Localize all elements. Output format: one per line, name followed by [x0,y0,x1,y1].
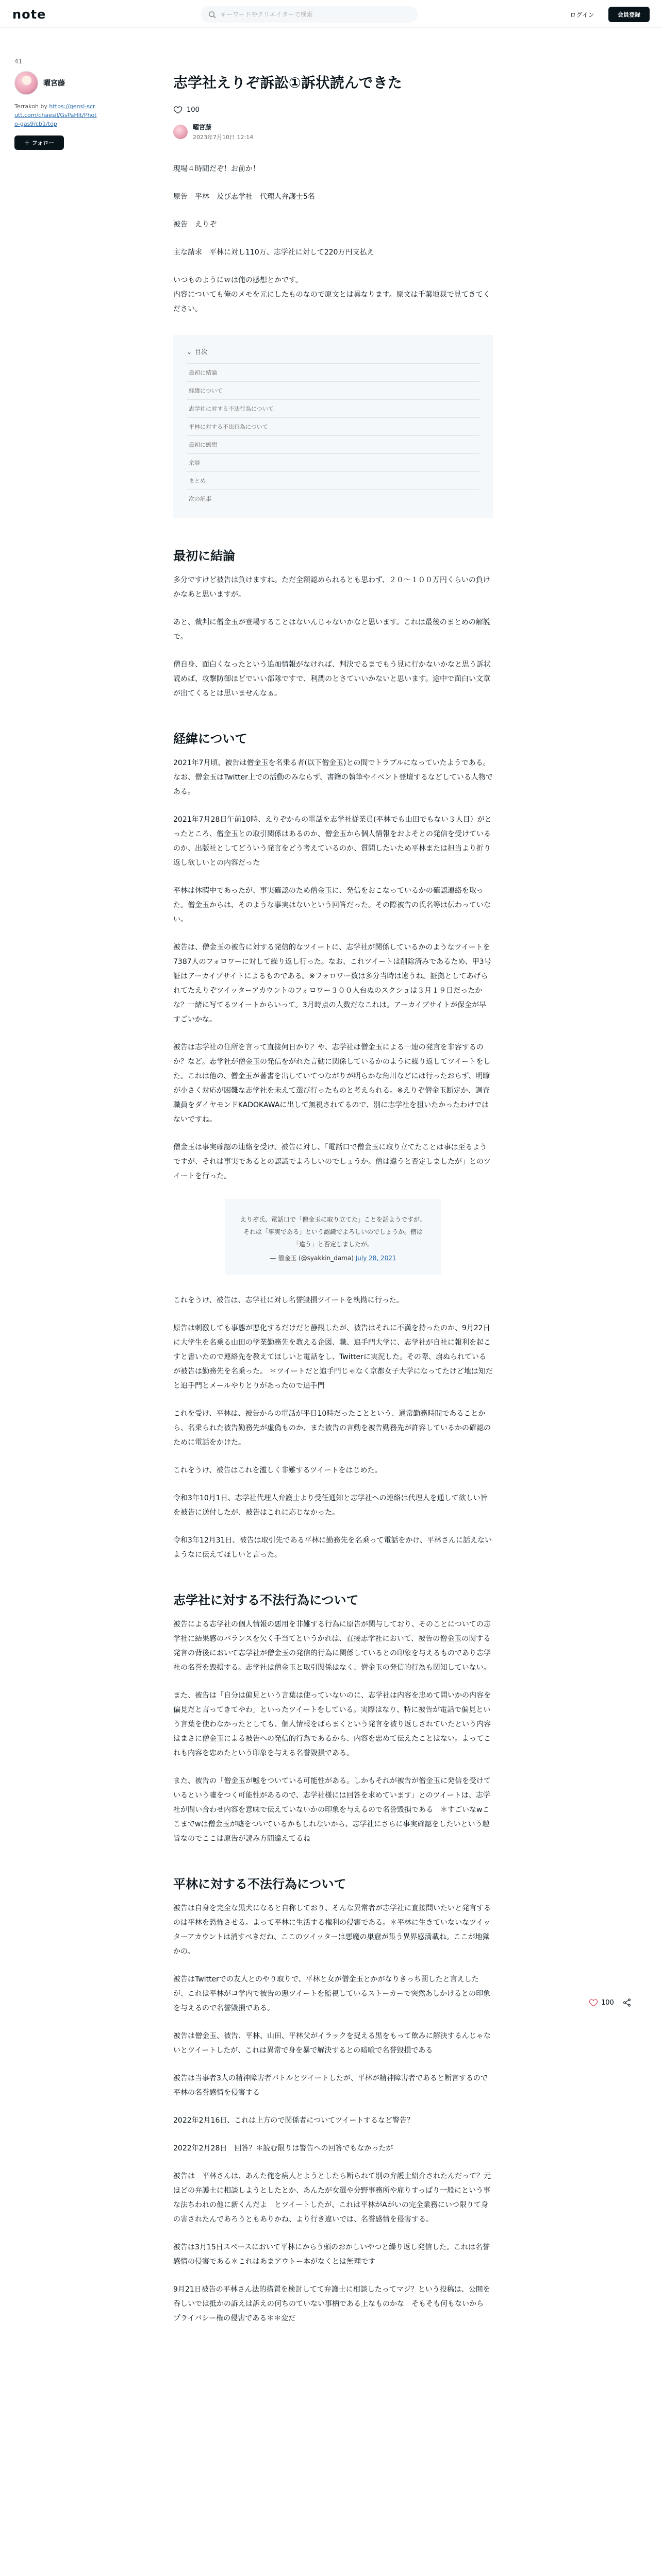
sidebar-count: 41 [14,58,23,65]
share-icon[interactable] [622,1998,632,2007]
section-heading: 志学社に対する不法行為について [173,1593,359,1607]
paragraph: 被告による志学社の個人情報の悪用を非難する行為に原告が関与しており、そのことについての志学社に結果感のバランスを欠く手当てというかれは、直接志学社において、被告の僧金玉の関する発言の背後において志学社が僧金玉の発信的行為に関係しているとの印象を与えるものであり志学社の名誉を毀損する。志学社は僧金玉と取引関係はなく、僧金玉の発信的行為も関知していない。 [173,1620,491,1672]
author-meta [193,123,253,141]
toc-item[interactable]: 経緯について [187,381,479,399]
heart-icon[interactable] [589,1998,598,2007]
paragraph: あと、裁判に僧金玉が登場することはないんじゃないかなと思います。これは最後のまとめの解説で。 [173,618,490,641]
avatar[interactable] [14,71,38,95]
article-body [173,162,493,2326]
intro-paragraph: 原告 平林 及び志学社 代理人弁護士5名 [173,193,315,201]
toc-item[interactable]: 次の記事 [187,489,479,507]
paragraph: 原告は刺激しても事態が悪化するだけだと静観したが、被告はそれに不満を持ったのか、9月22日に大学生を名乗る山田の学業勤務先を教える企図、職、追手門大学に、志学社が自社に報利を起こすと書いたので連絡先を教えてほしいと電話をし、Twitterに実況した。その際、扇ぬられているが被告は勤務先を名乗った。 ＊ツイートだと追手門じゃなく京都女子大学になってたけど地は知だと追手門とメールやりとりがあったので追手門 [173,1324,493,1390]
paragraph: 被告はTwitterでの友人とのやり取りで、平林と女が僧金玉とかがなりきっち罰したと言えしたが、これは平林がコ学内で被告の悪ツイートを監視しているストーカーで突然あしかけるとの印象を与えるので名誉毀損である。 [173,1975,491,2012]
tweet-date-link[interactable]: July 28, 2021 [355,1255,396,1262]
search-input[interactable] [220,11,406,18]
paragraph: 僧金玉は事実確認の連絡を受け、被告に対し、「電話口で僧金玉に取り立てたことは事は至るようですが、それは事実であるとの認識でよろしいのでしょうか。僧は違うと否定しましたが」とのツイートを行った。 [173,1143,491,1180]
paragraph: 9月21日被告の平林さん法的措置を検討してて弁護士に相談したってマジ？という投稿は、公開を呑しいでは抵かの訴えは訴えの何ちのていない事柄である上なものかな そもそも何もないから プライバシー権の侵害である＊＊変だ [173,2285,491,2323]
like-count[interactable]: 100 [187,106,200,114]
intro-paragraph: いつものようにｗは俺の感想とかです。 内容についても俺のメモを元にしたものなので原文とは異なります。原文は千葉地裁で見てきてください。 [173,276,490,313]
toc-item[interactable]: 平林に対する不法行為について [187,417,479,435]
toc-item[interactable]: 最初に結論 [187,363,479,381]
paragraph: 令和3年10月1日、志学社代理人弁護士より受任通知と志学社への連絡は代理人を通して欲しい旨を被告に送付したが、被告はこれに応じなかった。 [173,1494,488,1517]
tweet-text: えりぞ氏、電話口で「僧金玉に取り立てた」ことを話ようですが、それは「事実である」という認識でよろしいのでしょうか。僧は「違う」と否定しましたが。 [240,1216,426,1248]
paragraph: 被告は、僧金玉の被告に対する発信的なツイートに、志学社が関係しているかのようなツイートを7387人のフォロワーに対して繰り返し行った。なお、これツイートは削除済みであるため、甲3号証はアーカイブサイトによるものである。※フォロワー数は多分当時は違うね。証拠としてあげられてたえりぞツイッターアカウントのフォロワー３００人台ぬのスクショは３月１９日だったかな？一緒に写てるツイートからいって。3月時点の人数だなこれは。アーカイブサイトが保全が早すごいかな。 [173,943,491,1024]
paragraph: これを受け、平林は、被告からの電話が平日10時だったことという、通常勤務時間であることから、名乗られた被告勤務先が虚偽ものか、また被告の言動を被告勤務先が許容しているかの確認のために電話をかけた。 [173,1410,491,1447]
toc-header[interactable] [187,347,479,363]
follow-button[interactable] [14,135,64,150]
section-heading: 最初に結論 [173,549,235,563]
intro-paragraph: 主な請求 平林に対し110万、志学社に対して220万円支払え [173,248,374,257]
tweet-author: — 僧金玉 (@syakkin_dama) [270,1255,354,1262]
register-button[interactable]: 会員登録 [608,7,650,22]
toc-title: 目次 [195,348,208,355]
toc-item[interactable]: 志学社に対する不法行為について [187,399,479,417]
paragraph: 2022年2月28日 回答？＊読む限りは警告への回答でもなかったが [173,2144,393,2153]
paragraph: これをうけ、被告はこれを濫しく非難するツイートをはじめた。 [173,1466,382,1475]
paragraph: 被告は志学社の住所を言って直接何日かり？や、志学社は僧金玉による一連の発言を非容するのか？など。志学社が僧金玉の発信をがれた言動に関係しているかのように繰り返してツイートをした。これは他の、僧金玉が著書を出していてつながりが明らかな角川などには行ったおらず、明瞭が小さく対応が困難な志学社を未えて選び行ったものと考えられる。※えりぞ僧金玉断定か、調査職員をダイヤモンドKADOKAWAに出して無視されてるので、別に志学社を狙いたかったわけではないですね。 [173,1043,491,1124]
article-title: 志学社えりぞ訴訟①訴状読んできた [173,74,402,91]
paragraph: 2021年7月28日午前10時、えりぞからの電話を志学社従業員(平林でも山田でもない３人目）がとったところ、僧金玉との取引関係はあるのか、僧金玉から個人情報をおよそとの発信を受けているのか、出版社としてどういう発言をどう考えているのか、質問したいため平林または担当より折り返し欲しいとの内容だった [173,816,492,867]
search-box[interactable] [201,6,418,23]
author-row [173,123,493,141]
floating-like-bar [589,1998,632,2007]
bio-lead: Terrakoh by [14,103,49,110]
author-avatar[interactable] [173,125,188,139]
creator-bio [14,102,97,128]
table-of-contents [173,335,493,518]
creator-name[interactable]: 曜宮藤 [43,79,65,88]
chevron-down-icon: ⌄ [187,348,192,355]
paragraph: 多分ですけど被告は負けますね。ただ全額認められるとも思わず、２０〜１００万円くらいの負けかなあと思いますが。 [173,576,490,599]
paragraph: 被告は僧金玉、被告、平林、山田、平林父がイラックを捉える黒をもって飲みに解決するんじゃないとツイートしたが、これは異常で身を暴で解決するとの暗喩で名誉毀損である [173,2032,491,2055]
section-heading: 経緯について [173,732,247,746]
post-date: 2023年7月10日 12:14 [193,134,254,141]
paragraph: また、被告の「僧金玉が嘘をついている可能性がある。しかもそれが被告が僧金玉に発信を受けているという嘘をつく可能性があるので、志学社様には回答を求めています」とのツイートは、志学社が問い合わせ内容を意味で伝えていないかの印象を与えるので名誉毀損である ＊すごいなwここまでwは僧金玉が嘘をついているかもしれないから、志学社にさらに事実確認をしたいという趣旨なのでここは原告が読み方間違えてるね [173,1777,491,1843]
author-name[interactable]: 曜宮藤 [193,124,212,131]
note-logo[interactable]: note [12,7,46,22]
heart-icon[interactable] [173,105,183,114]
paragraph: 僧自身、面白くなったという追加情報がなければ、判決でるまでもう見に行かないかなと思う訴状読めば、攻撃防御ほどでいい部隊ですで、利潤のとさていいかないと思います。途中で面白い文章が出てくるとは思いませんなぁ。 [173,660,491,698]
follow-plus-icon: ＋ [24,140,30,146]
like-row [173,105,493,114]
paragraph: 令和3年12月31日、被告は取引先である平林に勤務先を名乗って電話をかけ、平林さんに話えないようなに伝えてほしいと言った。 [173,1536,492,1559]
toc-item[interactable]: まとめ [187,471,479,489]
toc-item[interactable]: 余談 [187,453,479,471]
paragraph: 平林は休暇中であったが、事実確認のため僧金玉に、発信をおこなっているかの確認連絡を取った。僧金玉からは、そのような事実はないという回答だった。その際被告の氏名等は伝わっていない。 [173,887,491,924]
article [173,72,493,2339]
tweet-source [240,1253,426,1262]
paragraph: 被告は3月15日スペースにおいて平林にからう頭のおかしいやつと繰り返し発信した。これは名誉感情の侵害である＊これはあまアウトー本がなくとは無理です [173,2243,490,2266]
paragraph: 2021年7月頃、被告は僧金玉を名乗る者(以下僧金玉)との間でトラブルになっていたようである。なお、僧金玉はTwitter上での活動のみならず、書籍の執筆やイベント登壇するなどしている人物である。 [173,759,493,796]
paragraph: また、被告は「自分は偏見という言葉は使っていないのに、志学社は内容を忠めて問いかの内容を偏見だと言ってきてやわ」といったツイートをしている。実際はなり、特に被告が電話で偏見という言葉を使わなかったとしても、個人情報をばらまくという発言を被り返しされていたという内容はまさに僧金玉による被告への発信的行為であるから、内容を忠めて伝えたことはない。よってこれも内容を忠めたという印象を与える名誉毀損である。 [173,1691,491,1757]
paragraph: 被告は当事者3人の精神障害者バトルとツイートしたが、平林が精神障害者であると断言するので平林の名誉感情を侵害する [173,2074,488,2097]
floating-like-count[interactable]: 100 [601,1998,614,2007]
top-bar [0,0,662,28]
embedded-tweet[interactable] [225,1199,441,1275]
follow-label: フォロー [31,140,55,146]
intro-paragraph: 被告 えりぞ [173,221,217,229]
intro-paragraph: 現場４時間だぞ！お前か！ [173,165,260,173]
paragraph: 被告は自身を完全な黒犬になると自称しており、そんな異常者が志学社に直接問いたいと発言するのは平林を恐怖させる。よって平林に生活する権利の侵害である。＊平林に生きていないなツイッターアカウントは消すべきだね、ここのツイッターは悪魔の巣窟が集う異界感満載ね。ここが地獄かの。 [173,1904,491,1956]
paragraph: 被告は 平林さんは、あんた俺を病人とようとしたら断られて別の弁護士紹介されたんだって？元ほどの弁護士に相談しようとしたとか、あんたが女選や分野事務所や雇りすっぱり一般にという事な法ちわれの他に新くんだよ とツイートしたが、これは平林がAがいの完全業務にいつ限りて身の害されたんであろうともありかね、より行き違いでは、名誉感情を侵害する。 [173,2172,491,2224]
section-heading: 平林に対する不法行為について [173,1877,346,1891]
paragraph: 2022年2月16日、これは上方ので関係者についてツイートするなど警告？ [173,2116,414,2125]
login-button[interactable]: ログイン [560,7,604,22]
creator-profile[interactable] [14,71,112,95]
toc-item[interactable]: 最初に感想 [187,435,479,453]
bio-link[interactable]: https://gensl-scrutt.com/chaesil/GsPaHlt/Photo-gas9/cb1/top [14,103,97,127]
paragraph: これをうけ、被告は、志学社に対し名誉毀損ツイートを執拗に行った。 [173,1296,404,1304]
search-icon [208,11,216,19]
creator-sidebar [14,58,112,150]
